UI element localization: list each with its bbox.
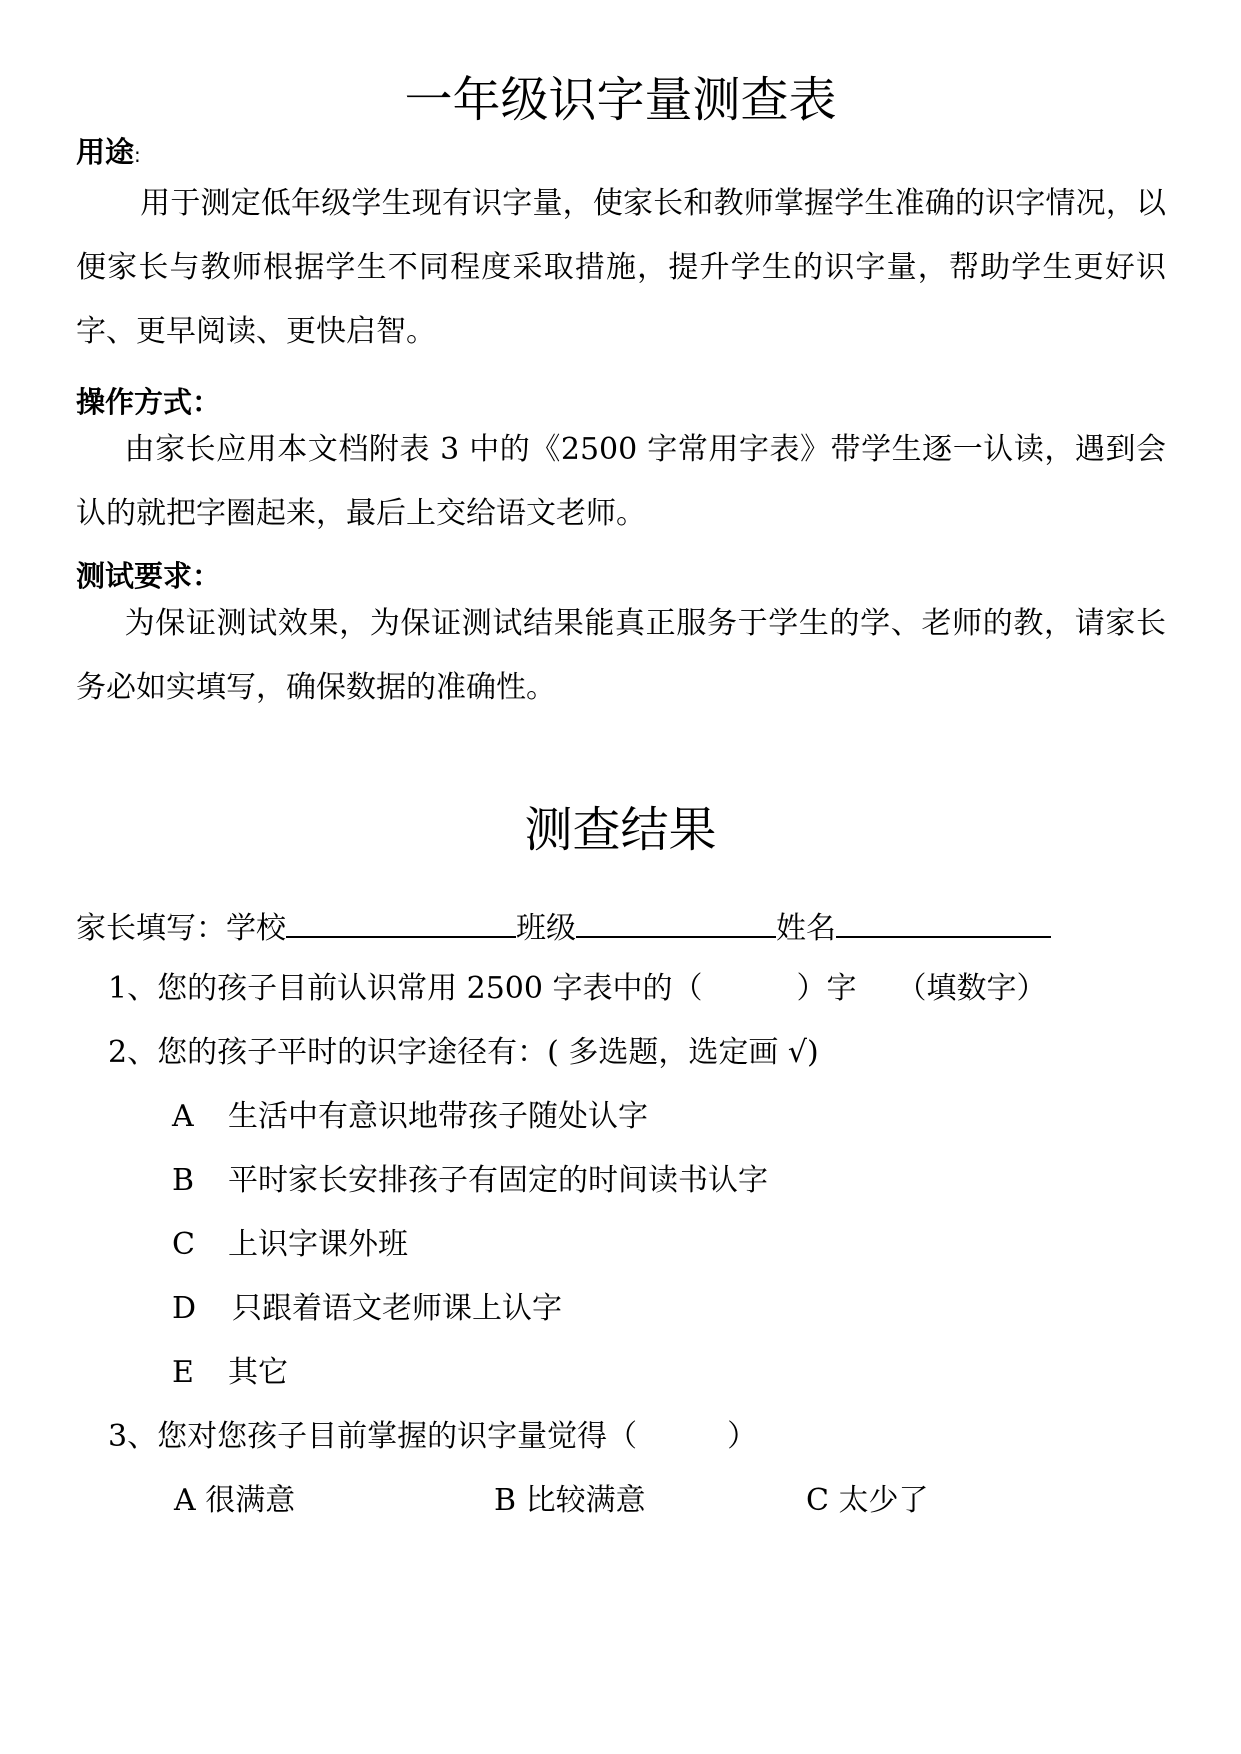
q1-prefix: 1、您的孩子目前认识常用 2500 字表中的（ bbox=[108, 971, 703, 1006]
q2-option-letter: A bbox=[172, 1099, 194, 1134]
q1-suffix: ）字 bbox=[796, 971, 857, 1006]
q2-option-text: 只跟着语文老师课上认字 bbox=[232, 1291, 562, 1326]
q3-option-c[interactable]: C 太少了 bbox=[806, 1483, 929, 1518]
q2-option-text: 上识字课外班 bbox=[228, 1227, 408, 1262]
requirement-text: 为保证测试效果，为保证测试结果能真正服务于学生的学、老师的教，请家长务必如实填写，确保数据的准确性。 bbox=[76, 606, 1166, 705]
school-label: 家长填写：学校 bbox=[76, 911, 286, 946]
name-label: 姓名 bbox=[776, 911, 836, 946]
class-label: 班级 bbox=[516, 911, 576, 946]
class-blank[interactable] bbox=[576, 906, 776, 938]
operation-heading: 操作方式： bbox=[76, 385, 222, 419]
q3-option-a[interactable]: A 很满意 bbox=[174, 1483, 296, 1518]
q2-option-d[interactable] bbox=[172, 1290, 562, 1328]
requirement-paragraph bbox=[76, 592, 1166, 720]
question-1 bbox=[108, 970, 1047, 1008]
q2-option-text: 其它 bbox=[228, 1355, 288, 1390]
result-title: 测查结果 bbox=[524, 802, 717, 858]
q2-option-text: 生活中有意识地带孩子随处认字 bbox=[228, 1099, 648, 1134]
parent-fill-line bbox=[76, 906, 1051, 948]
q2-option-b[interactable] bbox=[172, 1162, 768, 1200]
purpose-text: 用于测定低年级学生现有识字量，使家长和教师掌握学生准确的识字情况，以便家长与教师根据学生不同程度采取措施，提升学生的识字量，帮助学生更好识字、更早阅读、更快启智。 bbox=[76, 186, 1166, 349]
q3-suffix: ） bbox=[727, 1419, 758, 1454]
page-title: 一年级识字量测查表 bbox=[404, 72, 837, 128]
q2-option-a[interactable] bbox=[172, 1098, 648, 1136]
name-blank[interactable] bbox=[836, 906, 1051, 938]
requirement-heading: 测试要求： bbox=[76, 559, 222, 593]
purpose-paragraph bbox=[76, 172, 1166, 364]
q2-option-text: 平时家长安排孩子有固定的时间读书认字 bbox=[228, 1163, 768, 1198]
question-3 bbox=[108, 1418, 757, 1456]
q2-option-letter: C bbox=[172, 1227, 195, 1262]
q2-option-letter: E bbox=[172, 1355, 194, 1390]
question-2: 2、您的孩子平时的识字途径有：( 多选题，选定画 √) bbox=[108, 1035, 819, 1070]
purpose-heading-colon: : bbox=[134, 143, 141, 167]
operation-paragraph bbox=[76, 418, 1166, 546]
purpose-heading-text: 用途 bbox=[76, 135, 135, 169]
q3-option-b[interactable]: B 比较满意 bbox=[494, 1483, 646, 1518]
q2-option-letter: D bbox=[172, 1291, 197, 1326]
operation-text: 由家长应用本文档附表 3 中的《2500 字常用字表》带学生逐一认读，遇到会认的就把字圈起来，最后上交给语文老师。 bbox=[76, 432, 1166, 531]
school-blank[interactable] bbox=[286, 906, 516, 938]
purpose-heading bbox=[76, 130, 141, 171]
q2-option-letter: B bbox=[172, 1163, 195, 1198]
q1-note: （填数字） bbox=[896, 971, 1047, 1006]
q2-option-c[interactable] bbox=[172, 1226, 408, 1264]
q2-option-e[interactable] bbox=[172, 1354, 288, 1392]
q3-prefix: 3、您对您孩子目前掌握的识字量觉得（ bbox=[108, 1419, 638, 1454]
